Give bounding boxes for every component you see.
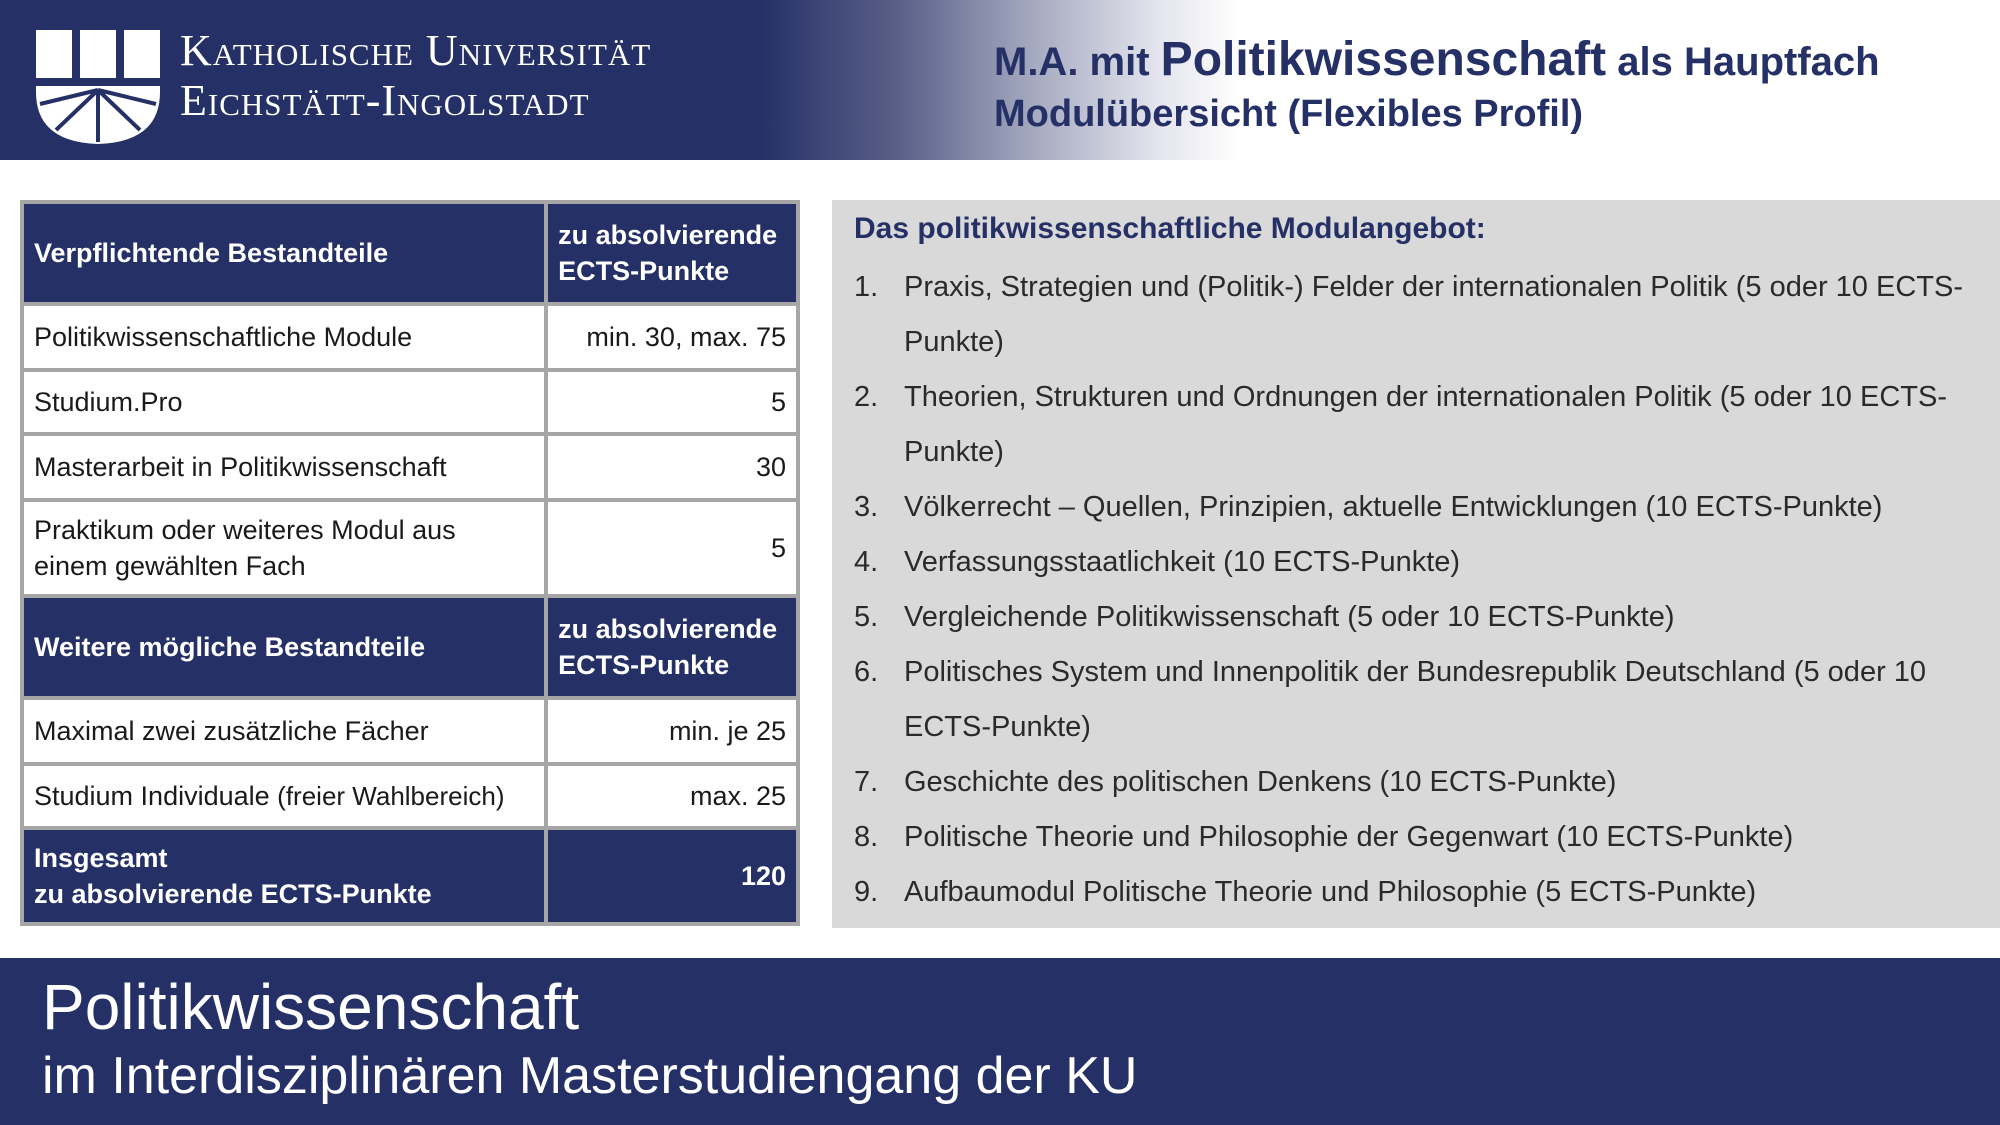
table-row [22,764,798,828]
ects-table [20,200,800,926]
list-item [854,260,1974,370]
title-suffix: als Hauptfach [1617,40,1880,84]
row-label: Politikwissenschaftliche Module [22,304,546,370]
table-row [22,304,798,370]
list-item-number: 7. [854,766,879,798]
page-subtitle: Modulübersicht (Flexibles Profil) [994,93,1584,135]
row-value: 5 [546,500,798,596]
table-section-header-mandatory [22,202,798,304]
list-item-text: Geschichte des politischen Denkens (10 ECTS-Punkte) [904,766,1617,798]
footer-title: Politikwissenschaft [42,971,580,1043]
list-item-number: 2. [854,381,879,413]
list-item-text: Theorien, Strukturen und Ordnungen der internationalen Politik (5 oder 10 ECTS-Punkte) [904,381,1947,468]
title-subject: Politikwissenschaft [1160,33,1607,86]
table-row [22,370,798,434]
table-row [22,434,798,500]
total-label-line2: zu absolvierende ECTS-Punkte [34,879,432,909]
page-title-block [994,34,1974,138]
title-prefix: M.A. mit [994,40,1150,84]
row-label: Studium.Pro [22,370,546,434]
university-name-line2: Eichstätt-Ingolstadt [180,76,590,125]
row-value: 5 [546,370,798,434]
table-row [22,500,798,596]
table-section-header-optional [22,596,798,698]
list-item-text: Vergleichende Politikwissenschaft (5 oder 10 ECTS-Punkte) [904,601,1675,633]
list-item-number: 4. [854,546,879,578]
list-item-text: Aufbaumodul Politische Theorie und Philosophie (5 ECTS-Punkte) [904,876,1757,908]
points-header-optional: zu absolvierende ECTS-Punkte [546,596,798,698]
list-item-number: 8. [854,821,879,853]
list-item [854,645,1974,755]
section-header-mandatory: Verpflichtende Bestandteile [22,202,546,304]
header-banner [0,0,2000,160]
row-value: 30 [546,434,798,500]
footer-subtitle: im Interdisziplinären Masterstudiengang der KU [42,1047,1138,1105]
list-item-number: 6. [854,656,879,688]
row-note: (freier Wahlbereich) [277,780,505,811]
module-heading: Das politikwissenschaftliche Modulangebot: [854,212,1486,245]
points-header-mandatory: zu absolvierende ECTS-Punkte [546,202,798,304]
row-label: Studium Individuale [34,780,270,811]
list-item [854,480,1974,535]
list-item-number: 9. [854,876,879,908]
total-value: 120 [546,828,798,924]
row-label-with-note [22,764,546,828]
row-value: min. je 25 [546,698,798,764]
list-item [854,590,1974,645]
total-label-line1: Insgesamt [34,843,168,873]
footer-banner [0,958,2000,1125]
row-label: Praktikum oder weiteres Modul aus einem gewählten Fach [22,500,546,596]
list-item [854,370,1974,480]
section-header-optional: Weitere mögliche Bestandteile [22,596,546,698]
row-label: Maximal zwei zusätzliche Fächer [22,698,546,764]
table-row [22,698,798,764]
row-value: max. 25 [546,764,798,828]
university-name-line1: Katholische Universität [180,26,652,75]
page-title [994,34,1974,88]
list-item-text: Völkerrecht – Quellen, Prinzipien, aktuelle Entwicklungen (10 ECTS-Punkte) [904,491,1883,523]
module-list [854,260,1974,920]
list-item-number: 1. [854,271,879,303]
university-shield-logo-icon [36,30,160,144]
list-item-text: Praxis, Strategien und (Politik-) Felder der internationalen Politik (5 oder 10 ECTS-Punkte) [904,271,1963,358]
university-name [180,26,651,126]
module-panel [832,200,2000,928]
table-total-row [22,828,798,924]
list-item [854,865,1974,920]
list-item [854,535,1974,590]
row-label: Masterarbeit in Politikwissenschaft [22,434,546,500]
row-value: min. 30, max. 75 [546,304,798,370]
list-item-text: Politische Theorie und Philosophie der Gegenwart (10 ECTS-Punkte) [904,821,1794,853]
list-item-text: Politisches System und Innenpolitik der Bundesrepublik Deutschland (5 oder 10 ECTS-Punkte) [904,656,1927,743]
list-item-number: 5. [854,601,879,633]
list-item-text: Verfassungsstaatlichkeit (10 ECTS-Punkte) [904,546,1461,578]
list-item [854,755,1974,810]
total-label [22,828,546,924]
list-item [854,810,1974,865]
list-item-number: 3. [854,491,879,523]
